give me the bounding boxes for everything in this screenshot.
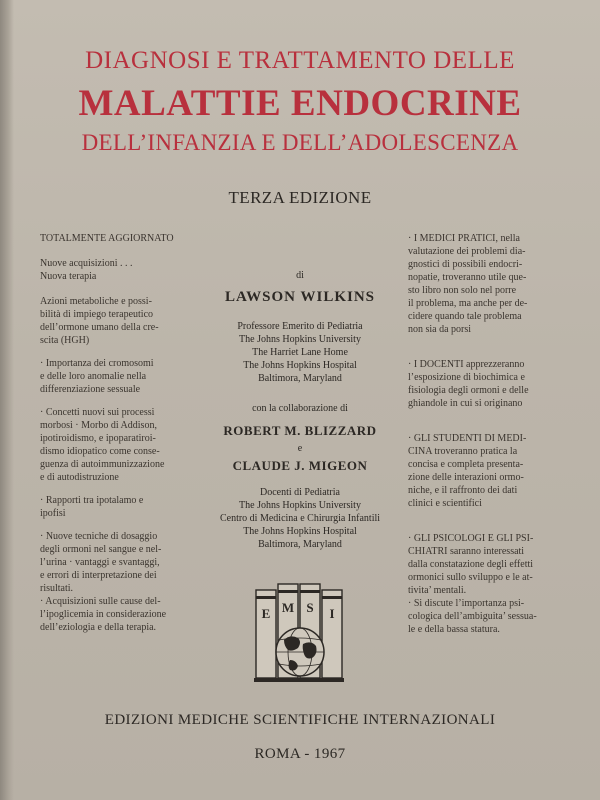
- text-line: ipotiroidismo, e ipoparatiroi-: [40, 433, 156, 444]
- logo-letter: E: [261, 606, 271, 621]
- text-line: The Johns Hopkins University: [239, 500, 361, 511]
- text-line: gnostici di possibili endocri-: [408, 259, 523, 270]
- text-line: e di autodistruzione: [40, 472, 119, 483]
- text-line: CINA troveranno pratica la: [408, 446, 518, 457]
- text-line: Professore Emerito di Pediatria: [237, 321, 363, 332]
- text-line: valutazione dei problemi dia-: [408, 246, 526, 257]
- text-line: nopatie, troveranno utile que-: [408, 272, 527, 283]
- text-line: ormonici sullo sviluppo e le at-: [408, 572, 533, 583]
- publisher: EDIZIONI MEDICHE SCIENTIFICHE INTERNAZIONALI: [104, 712, 496, 728]
- author-block: [190, 270, 410, 551]
- title-block: [0, 46, 600, 158]
- text-line: niche, e il raffronto dei dati: [408, 485, 518, 496]
- collaboration-note: con la collaborazione di: [252, 403, 348, 414]
- right-block-0: [408, 232, 556, 336]
- author-prefix: di: [296, 270, 304, 281]
- coauthor-conjunction: e: [297, 443, 303, 454]
- text-line: Docenti di Pediatria: [260, 487, 340, 498]
- text-line: · I DOCENTI apprezzeranno: [408, 359, 525, 370]
- place-year: ROMA - 1967: [254, 746, 346, 762]
- text-line: Baltimora, Maryland: [258, 539, 342, 550]
- logo-letter: S: [306, 600, 314, 615]
- right-block-1: [408, 358, 556, 410]
- text-line: differenziazione sessuale: [40, 384, 141, 395]
- text-line: · Si discute l’importanza psi-: [408, 598, 525, 609]
- text-line: · Nuove tecniche di dosaggio: [40, 531, 158, 542]
- text-line: cologica dell’ambiguita’ sessua-: [408, 611, 537, 622]
- edition: TERZA EDIZIONE: [228, 188, 372, 207]
- logo-letter: M: [281, 600, 295, 615]
- text-line: e delle loro anomalie nella: [40, 371, 147, 382]
- left-block-2: [40, 406, 190, 484]
- coauthor-1: ROBERT M. BLIZZARD: [223, 423, 377, 438]
- text-line: l’ipoglicemia in considerazione: [40, 609, 167, 620]
- text-line: le e della bassa statura.: [408, 624, 500, 635]
- right-column: [408, 232, 556, 658]
- text-line: zione delle interazioni ormo-: [408, 472, 524, 483]
- text-line: · Concetti nuovi sui processi: [40, 407, 155, 418]
- coauthor-affiliation: [190, 486, 410, 551]
- text-line: risultati.: [40, 583, 74, 594]
- left-lead-line: Nuove acquisizioni . . .: [40, 258, 133, 269]
- text-line: The Harriet Lane Home: [252, 347, 348, 358]
- text-line: l’urina · vantaggi e svantaggi,: [40, 557, 160, 568]
- left-block-1: [40, 357, 190, 396]
- text-line: il problema, ma anche per de-: [408, 298, 528, 309]
- left-block-4: [40, 530, 190, 634]
- logo-letter: I: [329, 606, 335, 621]
- text-line: The Johns Hopkins University: [239, 334, 361, 345]
- text-line: Azioni metaboliche e possi-: [40, 296, 152, 307]
- left-block-3: [40, 494, 190, 520]
- text-line: l’esposizione di biochimica e: [408, 372, 525, 383]
- text-line: dell’eziologia e della terapia.: [40, 622, 157, 633]
- text-line: morbosi · Morbo di Addison,: [40, 420, 157, 431]
- left-block-0: [40, 295, 190, 347]
- text-line: tivita’ mentali.: [408, 585, 467, 596]
- text-line: · GLI STUDENTI DI MEDI-: [408, 433, 527, 444]
- text-line: ipofisi: [40, 508, 66, 519]
- text-line: · Importanza dei cromosomi: [40, 358, 154, 369]
- author-name: LAWSON WILKINS: [224, 289, 376, 305]
- text-line: e errori di interpretazione dei: [40, 570, 157, 581]
- left-lead-line: Nuova terapia: [40, 271, 97, 282]
- text-line: · I MEDICI PRATICI, nella: [408, 233, 520, 244]
- left-column: [40, 232, 190, 644]
- author-affiliation: [190, 320, 410, 385]
- title-line-2: MALATTIE ENDOCRINE: [78, 83, 522, 124]
- text-line: dell’ormone umano della cre-: [40, 322, 159, 333]
- text-line: · GLI PSICOLOGI E GLI PSI-: [408, 533, 534, 544]
- text-line: scita (HGH): [40, 335, 90, 346]
- text-line: clinici e scientifici: [408, 498, 482, 509]
- title-line-3: DELL’INFANZIA E DELL’ADOLESCENZA: [81, 130, 519, 155]
- text-line: guenza di autoimmunizzazione: [40, 459, 165, 470]
- text-line: · Rapporti tra ipotalamo e: [40, 495, 144, 506]
- text-line: concisa e completa presenta-: [408, 459, 524, 470]
- title-line-1: DIAGNOSI E TRATTAMENTO DELLE: [85, 47, 515, 74]
- text-line: CHIATRI saranno interessati: [408, 546, 525, 557]
- text-line: bilità di impiego terapeutico: [40, 309, 154, 320]
- books-globe-logo: [248, 574, 352, 688]
- right-block-3: [408, 532, 556, 636]
- text-line: Baltimora, Maryland: [258, 373, 342, 384]
- text-line: sto libro non solo nel porre: [408, 285, 517, 296]
- text-line: cidere quando tale problema: [408, 311, 522, 322]
- text-line: dismo idiopatico come conse-: [40, 446, 160, 457]
- left-lead: [40, 257, 190, 283]
- coauthor-2: CLAUDE J. MIGEON: [232, 458, 368, 473]
- text-line: non sia da porsi: [408, 324, 472, 335]
- text-line: The Johns Hopkins Hospital: [243, 526, 357, 537]
- right-block-2: [408, 432, 556, 510]
- text-line: degli ormoni nel sangue e nel-: [40, 544, 162, 555]
- text-line: dalla constatazione degli effetti: [408, 559, 534, 570]
- text-line: ghiandole in cui si originano: [408, 398, 523, 409]
- text-line: The Johns Hopkins Hospital: [243, 360, 357, 371]
- left-heading: TOTALMENTE AGGIORNATO: [40, 233, 174, 244]
- text-line: fisiologia degli ormoni e delle: [408, 385, 529, 396]
- text-line: Centro di Medicina e Chirurgia Infantili: [219, 513, 381, 524]
- text-line: · Acquisizioni sulle cause del-: [40, 596, 161, 607]
